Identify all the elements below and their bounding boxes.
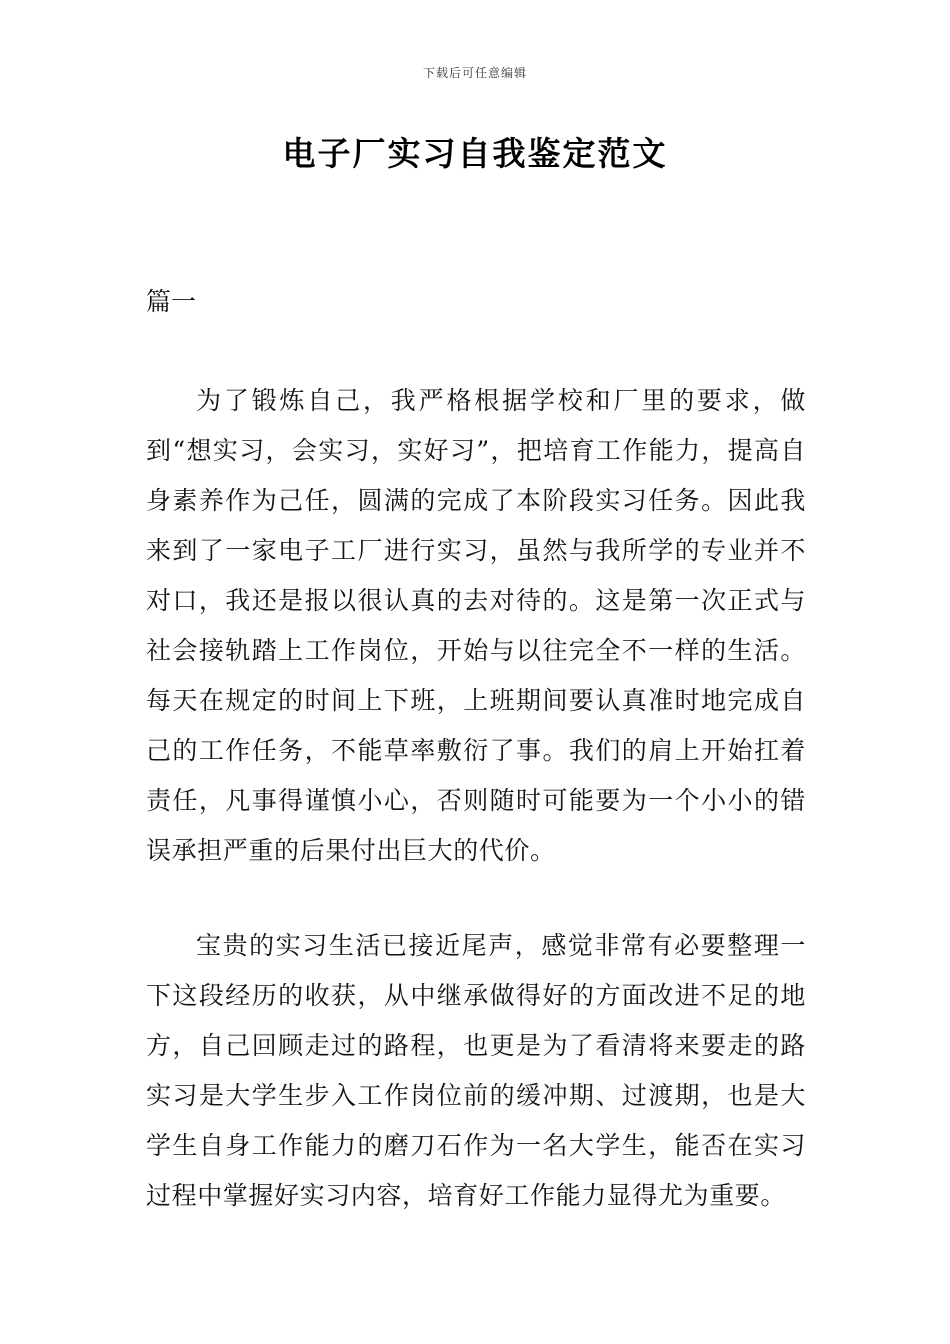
- body-paragraph-2: 宝贵的实习生活已接近尾声，感觉非常有必要整理一下这段经历的收获，从中继承做得好的方面改进不足的地方，自己回顾走过的路程，也更是为了看清将来要走的路实习是大学生步入工作岗位前的缓冲期、过渡期，也是大学生自身工作能力的磨刀石作为一名大学生，能否在实习过程中掌握好实习内容，培育好工作能力显得尤为重要。: [146, 931, 806, 1210]
- page-title: 电子厂实习自我鉴定范文: [282, 134, 668, 173]
- header-note: 下载后可任意编辑: [422, 66, 527, 80]
- section-heading: 篇一: [146, 287, 197, 316]
- body-paragraph-1: 为了锻炼自己，我严格根据学校和厂里的要求，做到“想实习，会实习，实好习”，把培育工作能力，提高自身素养作为己任，圆满的完成了本阶段实习任务。因此我来到了一家电子工厂进行实习，虽然与我所学的专业并不对口，我还是报以很认真的去对待的。这是第一次正式与社会接轨踏上工作岗位，开始与以往完全不一样的生活。每天在规定的时间上下班，上班期间要认真准时地完成自己的工作任务，不能草率敷衍了事。我们的肩上开始扛着责任，凡事得谨慎小心，否则随时可能要为一个小小的错误承担严重的后果付出巨大的代价。: [146, 386, 806, 865]
